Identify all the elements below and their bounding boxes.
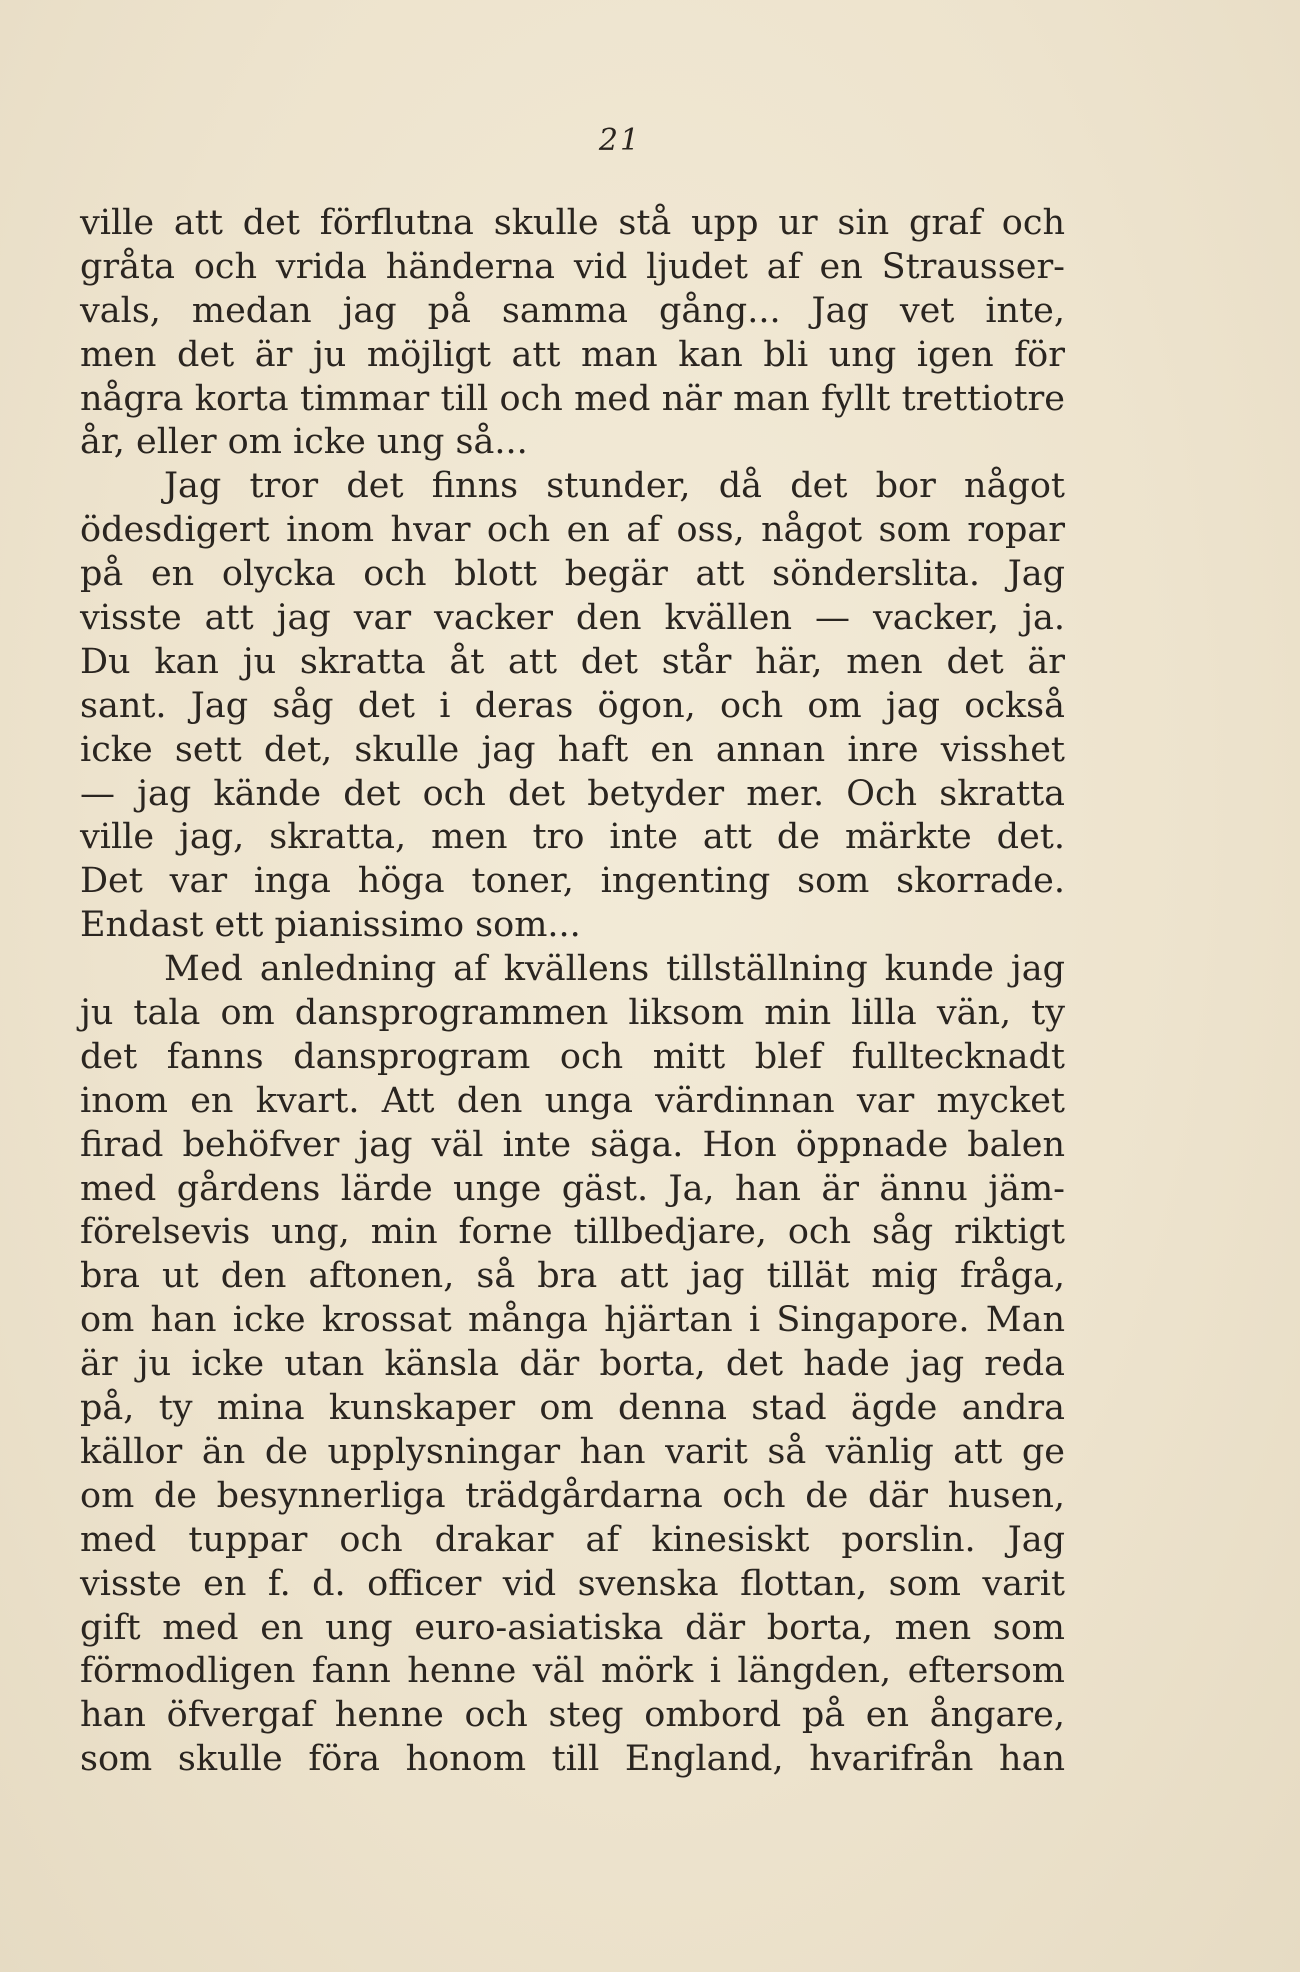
text-line: förelsevis ung, min forne tillbedjare, och såg riktigt (80, 1212, 1065, 1253)
text-line: med gårdens lärde unge gäst. Ja, han är ännu jäm- (80, 1168, 1065, 1209)
text-line: år, eller om icke ung så... (80, 422, 528, 463)
text-line: firad behöfver jag väl inte säga. Hon öppnade balen (80, 1124, 1065, 1165)
text-line: icke sett det, skulle jag haft en annan inre visshet (80, 729, 1065, 770)
text-line: men det är ju möjligt att man kan bli ung igen för (80, 334, 1065, 375)
text-line: ville att det förflutna skulle stå upp ur sin graf och (80, 203, 1065, 243)
text-line: med tuppar och drakar af kinesiskt porslin. Jag (80, 1519, 1065, 1560)
text-line: visste att jag var vacker den kvällen — vacker, ja. (80, 598, 1065, 639)
text-line: gift med en ung euro-asiatiska där borta, men som (80, 1607, 1065, 1648)
text-line: är ju icke utan känsla där borta, det hade jag reda (80, 1344, 1065, 1385)
text-line: inom en kvart. Att den unga värdinnan var mycket (80, 1080, 1065, 1121)
text-line: visste en f. d. officer vid svenska flottan, som varit (80, 1563, 1065, 1604)
text-line: på, ty mina kunskaper om denna stad ägde andra (80, 1388, 1065, 1429)
page-number: 21 (598, 123, 642, 158)
text-line: ju tala om dansprogrammen liksom min lilla vän, ty (80, 993, 1065, 1034)
text-line: Med anledning af kvällens tillställning kunde jag (164, 949, 1065, 990)
text-line: Endast ett pianissimo som... (80, 905, 581, 946)
text-line: gråta och vrida händerna vid ljudet af en Strausser- (80, 246, 1065, 287)
text-line: bra ut den aftonen, så bra att jag tillät mig fråga, (80, 1256, 1065, 1297)
text-line: om han icke krossat många hjärtan i Singapore. Man (80, 1300, 1065, 1341)
text-line: källor än de upplysningar han varit så vänlig att ge (80, 1431, 1065, 1472)
text-line: Jag tror det finns stunder, då det bor något (164, 466, 1065, 507)
text-line: vals, medan jag på samma gång... Jag vet inte, (80, 290, 1065, 331)
text-line: ödesdigert inom hvar och en af oss, något som ropar (80, 510, 1065, 551)
text-line: — jag kände det och det betyder mer. Och skratta (80, 773, 1065, 814)
body-text (80, 202, 1065, 1782)
text-line: ville jag, skratta, men tro inte att de märkte det. (80, 817, 1065, 858)
text-line: på en olycka och blott begär att sönderslita. Jag (80, 554, 1065, 595)
text-line: om de besynnerliga trädgårdarna och de där husen, (80, 1475, 1065, 1516)
text-line: som skulle föra honom till England, hvarifrån han (80, 1739, 1065, 1780)
text-line: Det var inga höga toner, ingenting som skorrade. (80, 861, 1065, 902)
text-line: sant. Jag såg det i deras ögon, och om jag också (80, 685, 1065, 726)
text-line: förmodligen fann henne väl mörk i längden, eftersom (80, 1651, 1065, 1692)
text-line: några korta timmar till och med när man fyllt trettiotre (80, 378, 1065, 419)
text-line: det fanns dansprogram och mitt blef fulltecknadt (80, 1036, 1065, 1077)
text-line: han öfvergaf henne och steg ombord på en ångare, (80, 1695, 1065, 1736)
text-line: Du kan ju skratta åt att det står här, men det är (80, 641, 1065, 682)
